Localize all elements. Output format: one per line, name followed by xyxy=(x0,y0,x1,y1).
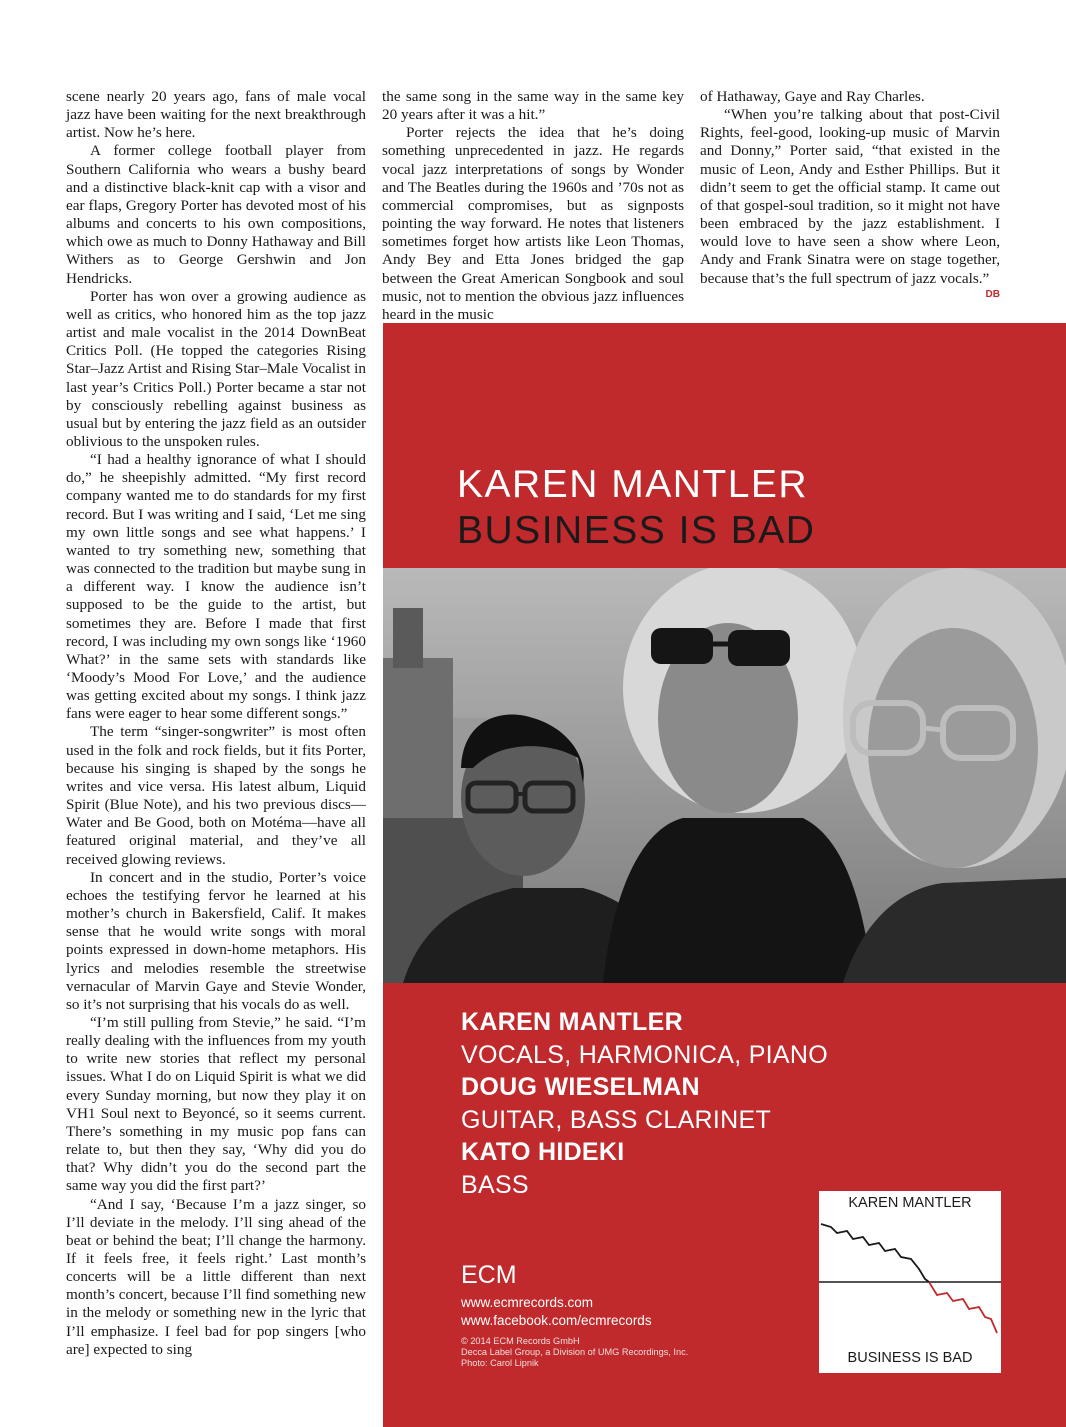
paragraph: scene nearly 20 years ago, fans of male vocal jazz have been waiting for the next breakthrough artist. Now he’s here. xyxy=(66,88,366,142)
paragraph: “I’m still pulling from Stevie,” he said. “I’m really dealing with the influences from my youth to write new stories that reflect my personal issues. What I do on Liquid Spirit is what we did every Sunday morning, but now they play it on VH1 Soul next to Beyoncé, so it seems current. There’s something in my music pop fans can relate to, but then they say, ‘Why did you do that? Why didn’t you do the second part the same way you did the first part?’ xyxy=(66,1013,366,1195)
musician-role: VOCALS, HARMONICA, PIANO xyxy=(461,1041,828,1069)
album-advertisement xyxy=(383,323,1066,1427)
paragraph: In concert and in the studio, Porter’s voice echoes the testifying fervor he learned at his mother’s church in Bakersfield, Calif. It makes sense that he would write songs with moral points expressed in down-home metaphors. His lyrics and melodies resemble the streetwise vernacular of Marvin Gaye and Stevie Wonder, so it’s not surprising that his vocals do as well. xyxy=(66,868,366,1013)
article-column-1 xyxy=(66,88,366,1359)
declining-graph-icon xyxy=(819,1191,1001,1373)
musician-name: KATO HIDEKI xyxy=(461,1138,625,1166)
article-column-2 xyxy=(382,88,684,324)
paragraph: Porter rejects the idea that he’s doing something unprecedented in jazz. He regards vocal jazz interpretations of songs by Wonder and The Beatles during the 1960s and ’70s not as commercial compromises, but as signposts pointing the way forward. He notes that listeners sometimes forget how artists like Leon Thomas, Andy Bey and Etta Jones bridged the gap between the Great American Songbook and soul music, not to mention the obvious jazz influences heard in the music xyxy=(382,124,684,323)
copyright-notice: © 2014 ECM Records GmbH xyxy=(461,1336,580,1346)
musician-name: DOUG WIESELMAN xyxy=(461,1073,700,1101)
distributor-notice: Decca Label Group, a Division of UMG Recordings, Inc. xyxy=(461,1347,689,1357)
facebook-link[interactable]: www.facebook.com/ecmrecords xyxy=(461,1313,652,1328)
paragraph: “I had a healthy ignorance of what I should do,” he sheepishly admitted. “My first record company wanted me to do standards for my first record. But I was writing and I said, ‘Let me sing my own little songs and see what happens.’ I wanted to try something new, something that was connected to the tradition but maybe sung in a different way. I know the audience isn’t supposed to be the guide to the artist, but sometimes they are. Before I made that first record, I was including my own songs like ‘1960 What?’ in the same sets with standards like ‘Moody’s Mood For Love,’ and the audience was getting excited about my songs. I think jazz fans were eager to hear some different songs.” xyxy=(66,451,366,723)
paragraph: of Hathaway, Gaye and Ray Charles. xyxy=(700,88,925,105)
paragraph: “When you’re talking about that post-Civil Rights, feel-good, looking-up music of Marvin and Donny,” Porter said, “that existed in the music of Leon, Andy and Esther Phillips. But it didn’t seem to get the official stamp. It came out of that gospel-soul tradition, so it might not have been embraced by the jazz establishment. I would love to have seen a show where Leon, Andy and Frank Sinatra were on stage together, because that’s the full spectrum of jazz vocals.” xyxy=(700,106,1000,287)
article-column-3 xyxy=(700,88,1000,304)
ad-artist-name: KAREN MANTLER xyxy=(457,463,809,506)
end-mark: DB xyxy=(985,288,1000,300)
musician-name: KAREN MANTLER xyxy=(461,1008,683,1036)
paragraph: “And I say, ‘Because I’m a jazz singer, so I’ll deviate in the melody. I’ll sing ahead of the beat or behind the beat; I’ll change the harmony. If it feels free, it feels right.’ Last month’s concerts will be a little different than next month’s concert, because I’ll find something new in the melody or something new in the lyric that I’ll emphasize. I feel bad for pop singers [who are] expected to sing xyxy=(66,1195,366,1358)
record-label: ECM xyxy=(461,1261,517,1289)
musician-role: BASS xyxy=(461,1171,529,1199)
paragraph: A former college football player from Southern California who wears a bushy beard and a distinctive black-knit cap with a visor and ear flaps, Gregory Porter has devoted most of his albums and concerts to his own compositions, which owe as much to Donny Hathaway and Bill Withers as to George Gershwin and Jon Hendricks. xyxy=(66,142,366,287)
cover-artist-text: KAREN MANTLER xyxy=(848,1195,972,1211)
musician-credits xyxy=(461,1007,828,1202)
band-photo xyxy=(383,568,1066,983)
musician-role: GUITAR, BASS CLARINET xyxy=(461,1106,772,1134)
paragraph: the same song in the same way in the same key 20 years after it was a hit.” xyxy=(382,88,684,124)
photo-credit: Photo: Carol Lipnik xyxy=(461,1358,539,1368)
cover-album-text: BUSINESS IS BAD xyxy=(847,1350,973,1366)
website-link[interactable]: www.ecmrecords.com xyxy=(461,1295,594,1310)
paragraph: Porter has won over a growing audience as well as critics, who honored him as the top jazz artist and male vocalist in the 2014 DownBeat Critics Poll. (He topped the categories Rising Star–Jazz Artist and Rising Star–Male Vocalist in last year’s Critics Poll.) Porter became a star not by consciously rebelling against business as usual but by entering the jazz field as an outsider oblivious to the unspoken rules. xyxy=(66,287,366,450)
paragraph: The term “singer-songwriter” is most often used in the folk and rock fields, but it fits Porter, because his singing is shaped by the songs he writes and vice versa. His latest album, Liquid Spirit (Blue Note), and his two previous discs—Water and Be Good, both on Motéma—have all featured original material, and they’ve all received glowing reviews. xyxy=(66,723,366,868)
ad-album-title: BUSINESS IS BAD xyxy=(457,509,816,552)
album-cover xyxy=(819,1191,1001,1373)
